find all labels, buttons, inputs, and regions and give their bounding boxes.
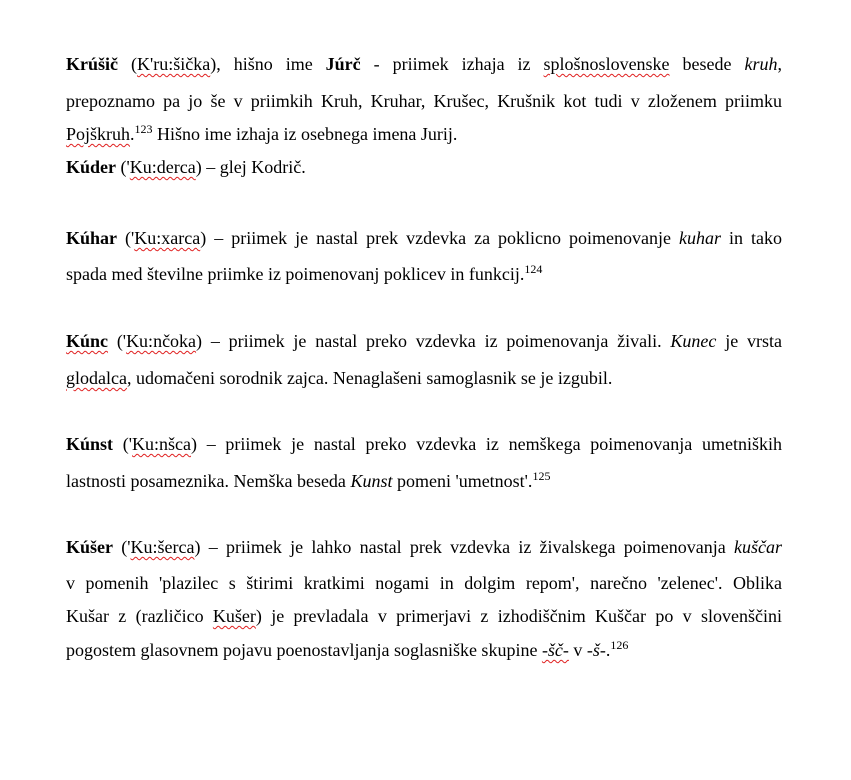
headword: Kúšer: [66, 537, 113, 557]
house-name: Júrč: [325, 54, 361, 74]
entry-krusic-line2: prepoznamo pa jo še v priimkih Kruh, Kruhar, Krušec, Krušnik kot tudi v zloženem priimku: [66, 91, 782, 111]
headword: Kúhar: [66, 228, 118, 248]
spellcheck-word: Ku:derca: [129, 157, 196, 177]
entry-krusic-line3: Pojškruh.$^{123}$ Hišno ime izhaja iz osebnega imena Jurij.: [66, 122, 458, 144]
spellcheck-word: Pojškruh: [66, 124, 131, 144]
entry-kuder: Kúder ('Ku:derca) – glej Kodrič.: [66, 157, 306, 177]
entry-kuser-line2: v pomenih 'plazilec s štirimi kratkimi nogami in dolgim repom', narečno 'zelenec'. Oblika: [66, 573, 782, 593]
entry-krusic-line1: Krúšič (K'ru:šička), hišno ime Júrč - priimek izhaja iz splošnoslovenske besede kruh,: [66, 54, 782, 74]
entry-kuser-line4: pogostem glasovnem pojavu poenostavljanja soglasniške skupine -šč- v -š-.$^{126}$: [66, 638, 629, 660]
entry-kunc-line1: Kúnc ('Ku:nčoka) – priimek je nastal preko vzdevka iz poimenovanja živali. Kunec je vrsta: [66, 331, 782, 351]
spellcheck-word: Kušer: [212, 606, 256, 626]
spellcheck-word: K'ru:šička: [136, 54, 211, 74]
headword: Kúnc: [66, 331, 109, 351]
spellcheck-word: Ku:xarca: [134, 228, 201, 248]
headword: Krúšič: [66, 54, 118, 74]
spellcheck-word: splošnoslovenske: [543, 54, 670, 74]
entry-kunc-line2: glodalca, udomačeni sorodnik zajca. Nenaglašeni samoglasnik se je izgubil.: [66, 368, 613, 388]
footnote-ref[interactable]: 126: [610, 638, 629, 652]
entry-kunst-line1: Kúnst ('Ku:nšca) – priimek je nastal preko vzdevka iz nemškega poimenovanja umetniških: [66, 434, 782, 454]
spellcheck-word: Ku:šerca: [130, 537, 195, 557]
spellcheck-word: Ku:nšca: [132, 434, 191, 454]
footnote-ref[interactable]: 124: [524, 262, 543, 276]
footnote-ref[interactable]: 125: [532, 469, 551, 483]
entry-kuhar-line2: spada med številne priimke iz poimenovanj poklicev in funkcij.$^{124}$: [66, 262, 543, 284]
spellcheck-word: Ku:nčoka: [126, 331, 197, 351]
spellcheck-word: glodalca: [66, 368, 127, 388]
headword: Kúder: [66, 157, 117, 177]
headword: Kúnst: [66, 434, 114, 454]
entry-kuser-line1: Kúšer ('Ku:šerca) – priimek je lahko nastal prek vzdevka iz živalskega poimenovanja kuščar: [66, 537, 782, 557]
footnote-ref[interactable]: 123: [134, 122, 153, 136]
entry-kuhar-line1: Kúhar ('Ku:xarca) – priimek je nastal prek vzdevka za poklicno poimenovanje kuhar in tako: [66, 228, 782, 248]
spellcheck-word: -šč-: [541, 640, 569, 660]
entry-kuser-line3: Kušar z (različico Kušer) je prevladala v primerjavi z izhodiščnim Kuščar po v slovenščini: [66, 606, 782, 626]
entry-kunst-line2: lastnosti posameznika. Nemška beseda Kunst pomeni 'umetnost'.$^{125}$: [66, 469, 551, 491]
